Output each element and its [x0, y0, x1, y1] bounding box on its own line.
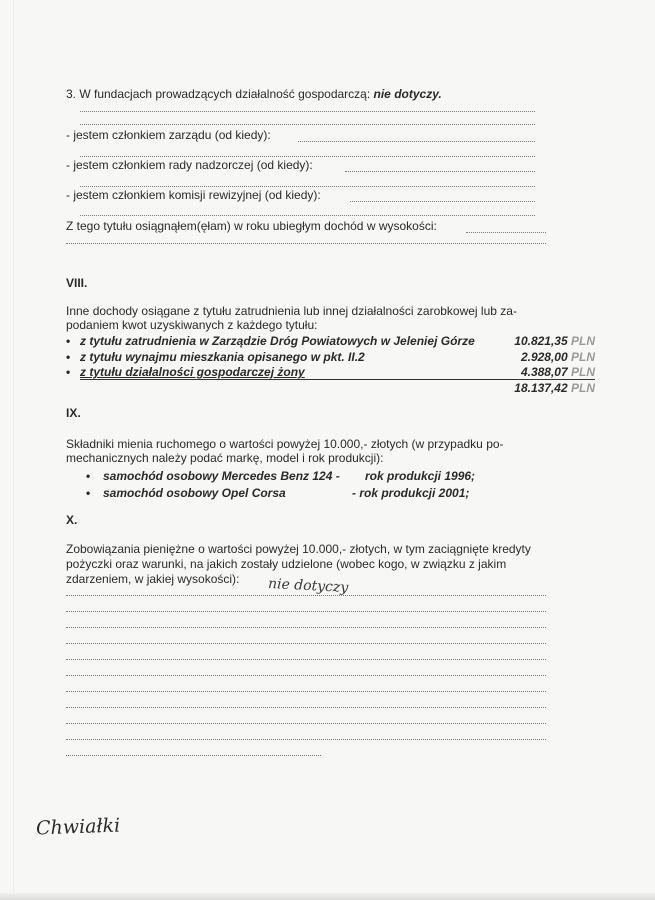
supervisory-board-label: - jestem członkiem rady nadzorczej (od kiedy): — [66, 158, 313, 172]
fill-line — [80, 214, 535, 216]
income-item-amount: 4.388,07 PLN — [520, 365, 595, 379]
fill-line — [66, 594, 546, 596]
audit-committee-label: - jestem członkiem komisji rewizyjnej (od kiedy): — [66, 188, 321, 202]
vehicle-year: - rok produkcji 2001; — [352, 486, 470, 500]
income-item-label: z tytułu wynajmu mieszkania opisanego w pkt. II.2 — [80, 350, 365, 364]
bullet: • — [66, 350, 71, 364]
section-ix-intro-line1: Składniki mienia ruchomego o wartości powyżej 10.000,- złotych (w przypadku po- — [66, 437, 504, 451]
fill-line — [80, 110, 535, 112]
fill-line — [466, 231, 546, 233]
fill-line — [66, 642, 546, 644]
income-item-amount: 10.821,35 PLN — [514, 334, 595, 348]
section-3-answer: nie dotyczy. — [373, 87, 442, 101]
fill-line — [80, 155, 535, 157]
income-label: Z tego tytułu osiągnąłem(ęłam) w roku ubiegłym dochód w wysokości: — [66, 219, 437, 233]
fill-line — [66, 690, 546, 692]
sum-rule — [80, 379, 595, 380]
board-member-label: - jestem członkiem zarządu (od kiedy): — [66, 128, 271, 142]
fill-line — [66, 722, 546, 724]
scan-edge — [13, 0, 14, 900]
vehicle-item: samochód osobowy Mercedes Benz 124 - — [103, 469, 340, 483]
income-item-label: z tytułu zatrudnienia w Zarządzie Dróg Powiatowych w Jeleniej Górze — [80, 334, 475, 348]
section-3-heading: 3. W fundacjach prowadzących działalność gospodarczą: nie dotyczy. — [66, 87, 442, 101]
income-item-amount: 2.928,00 PLN — [520, 350, 595, 364]
signature: Chwiałki — [35, 814, 121, 840]
bullet: • — [66, 334, 71, 348]
fill-line — [80, 185, 535, 187]
bullet: • — [66, 365, 71, 379]
fill-line — [66, 626, 546, 628]
handwritten-answer: nie dotyczy — [267, 575, 349, 597]
fill-line — [350, 200, 535, 202]
section-ix-heading: IX. — [66, 406, 81, 420]
fill-line — [66, 706, 546, 708]
income-item-label: z tytułu działalności gospodarczej żony — [80, 365, 305, 379]
fill-line — [66, 610, 546, 612]
section-x-intro-line3: zdarzeniem, w jakiej wysokości): — [66, 572, 240, 586]
section-viii-intro-line2: podaniem kwot uzyskiwanych z każdego tytułu: — [66, 318, 318, 332]
fill-line — [66, 674, 546, 676]
section-x-intro-line1: Zobowiązania pieniężne o wartości powyżej 10.000,- złotych, w tym zaciągnięte kredyty — [66, 542, 531, 556]
bullet: • — [86, 469, 91, 483]
fill-line — [66, 242, 546, 244]
bullet: • — [86, 486, 91, 500]
scan-edge — [0, 893, 655, 900]
section-ix-intro-line2: mechanicznych należy podać markę, model i rok produkcji): — [66, 451, 384, 465]
vehicle-year: rok produkcji 1996; — [365, 469, 476, 483]
income-total: 18.137,42 PLN — [514, 381, 595, 395]
fill-line — [80, 123, 535, 125]
vehicle-item: samochód osobowy Opel Corsa — [103, 486, 286, 500]
fill-line — [66, 754, 321, 756]
section-x-heading: X. — [66, 513, 78, 527]
fill-line — [345, 170, 535, 172]
section-viii-intro-line1: Inne dochody osiągane z tytułu zatrudnienia lub innej działalności zarobkowej lub za- — [66, 304, 517, 318]
fill-line — [66, 658, 546, 660]
section-viii-heading: VIII. — [66, 276, 88, 290]
fill-line — [298, 140, 535, 142]
section-x-intro-line2: pożyczki oraz warunki, na jakich zostały udzielone (wobec kogo, w związku z jakim — [66, 557, 507, 571]
fill-line — [66, 738, 546, 740]
